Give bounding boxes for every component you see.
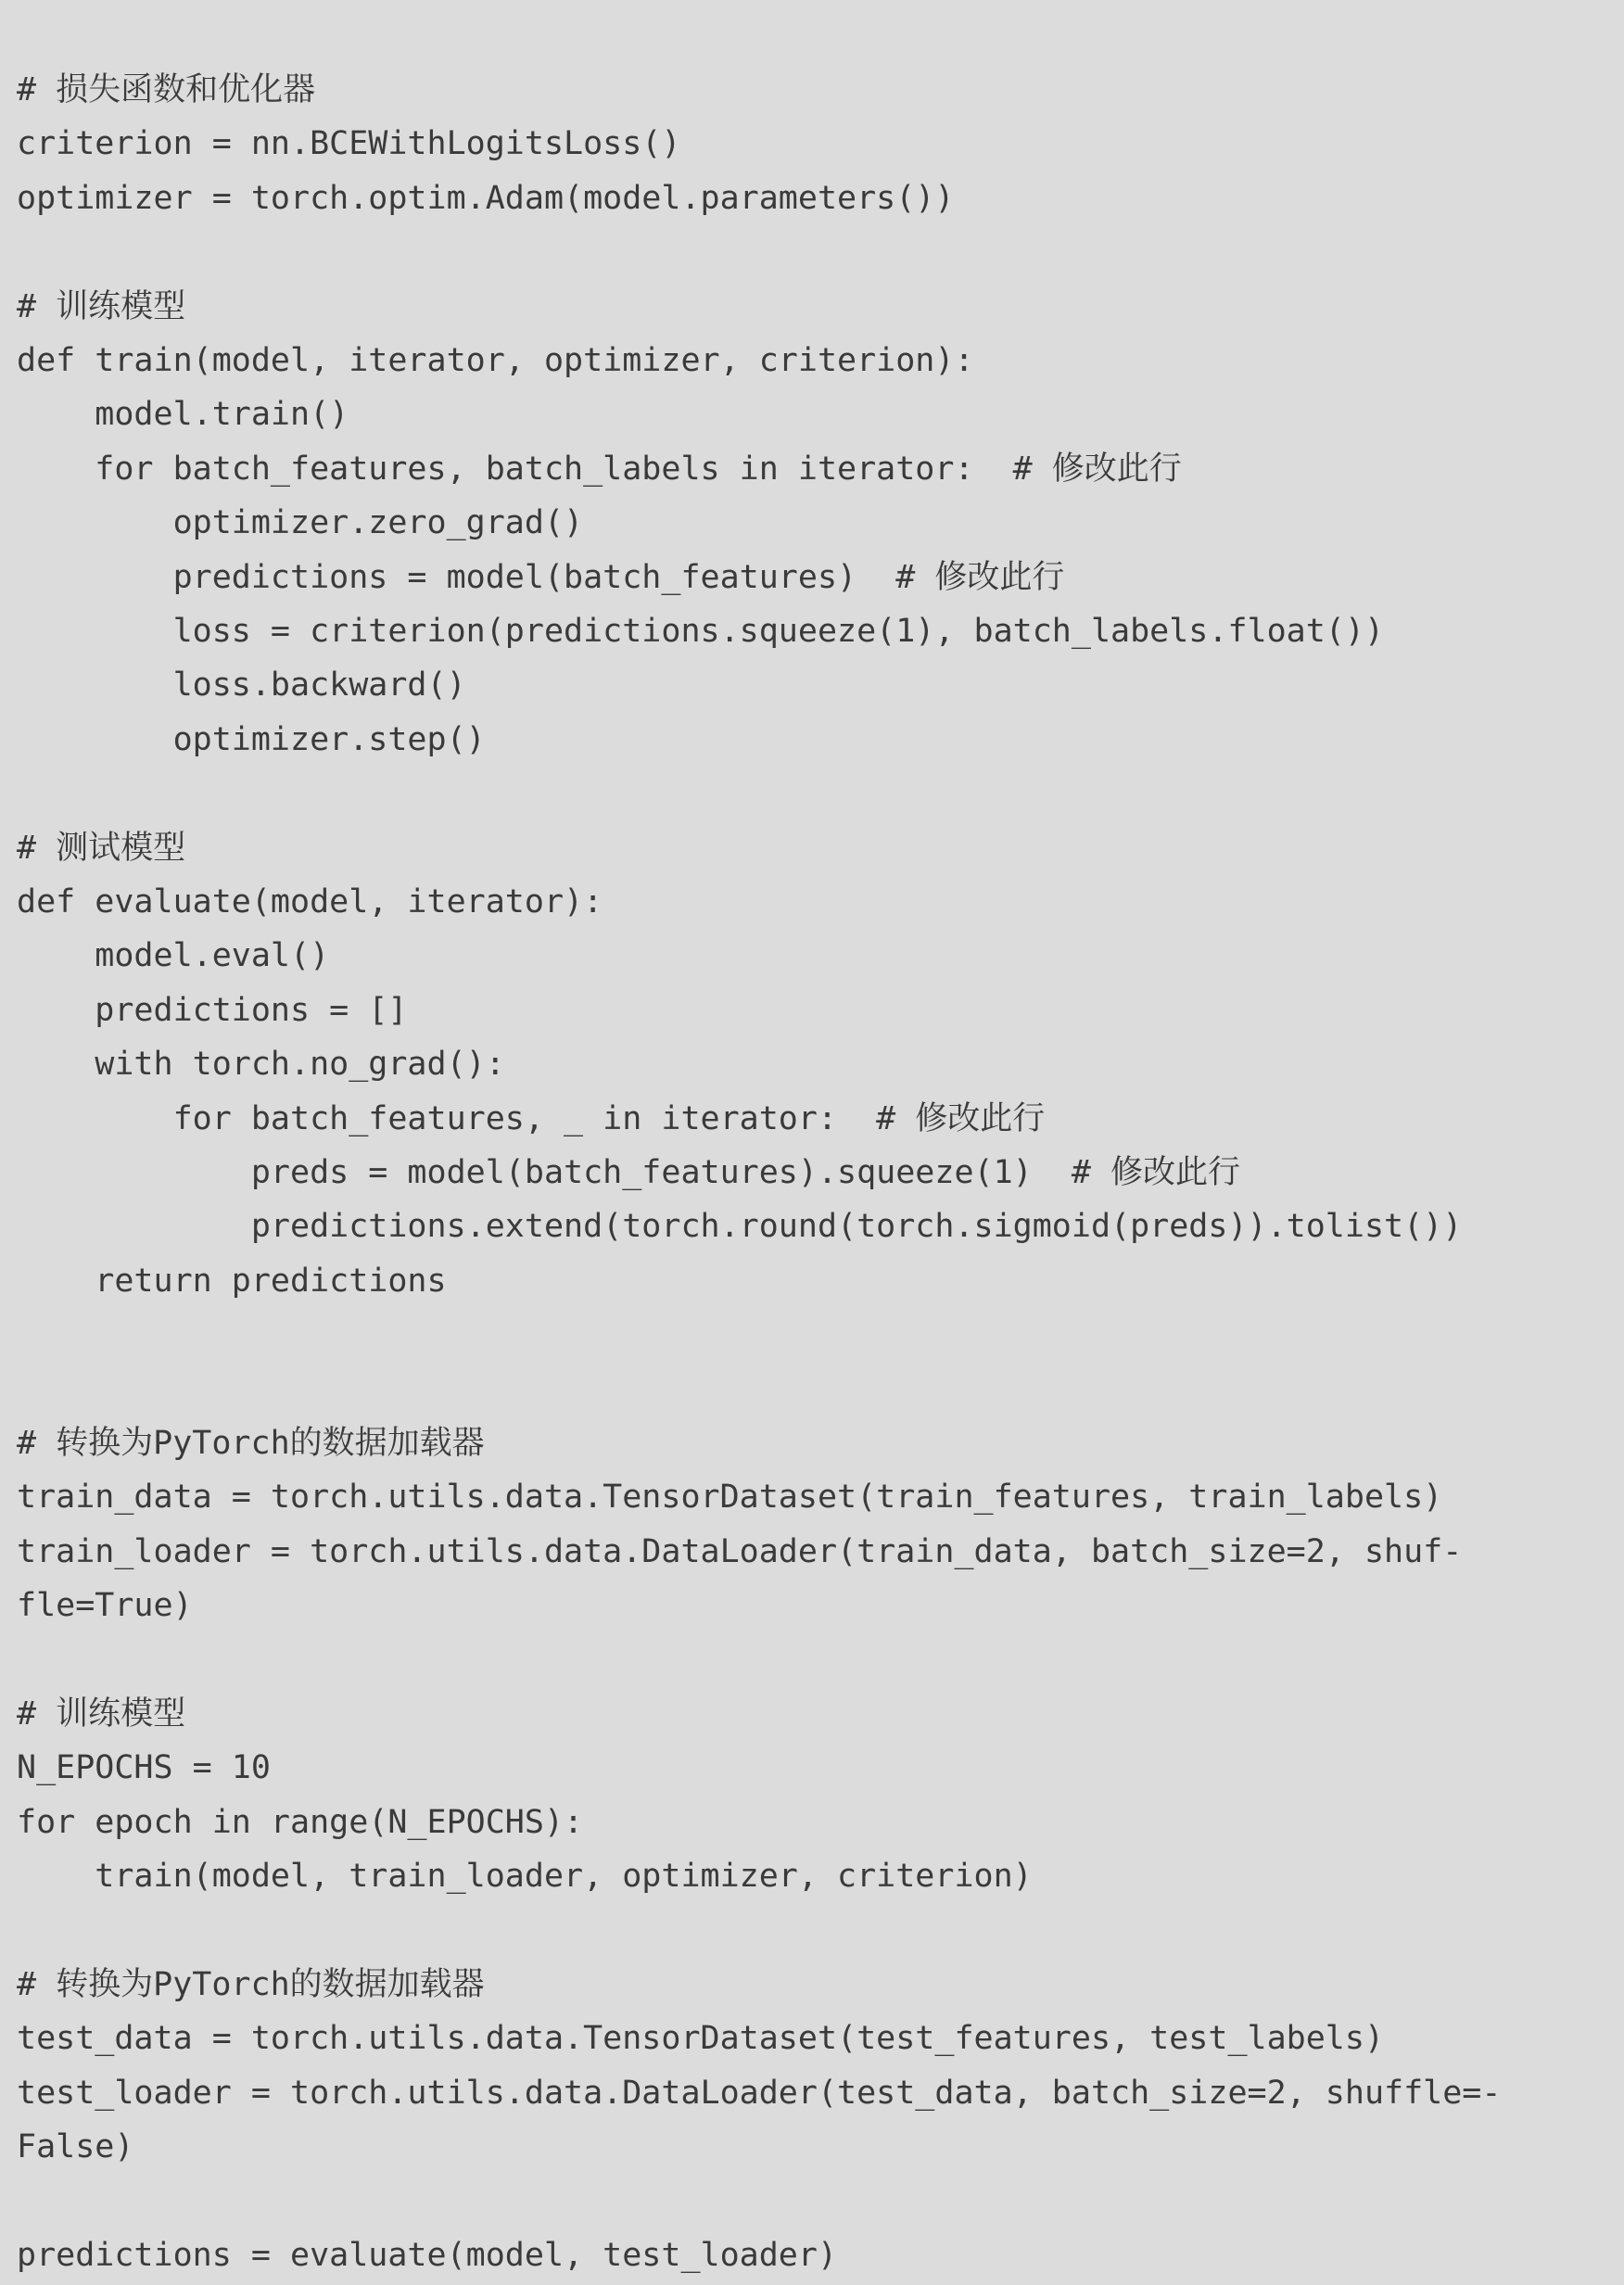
code-line: predictions = model(batch_features) # 修改此行 xyxy=(17,558,1065,596)
code-line: N_EPOCHS = 10 xyxy=(17,1749,271,1787)
code-line: def train(model, iterator, optimizer, criterion): xyxy=(17,342,974,379)
code-line: predictions = evaluate(model, test_loader) xyxy=(17,2237,838,2274)
code-line: optimizer = torch.optim.Adam(model.parameters()) xyxy=(17,179,955,217)
code-line: # 测试模型 xyxy=(17,829,186,867)
code-line: predictions.extend(torch.round(torch.sigmoid(preds)).tolist()) xyxy=(17,1208,1463,1246)
code-line: fle=True) xyxy=(17,1587,193,1625)
code-line: # 转换为PyTorch的数据加载器 xyxy=(17,1425,485,1462)
code-line: for epoch in range(N_EPOCHS): xyxy=(17,1803,584,1841)
code-line: False) xyxy=(17,2128,134,2166)
code-line: loss = criterion(predictions.squeeze(1), batch_labels.float()) xyxy=(17,613,1385,650)
code-line: model.eval() xyxy=(17,937,330,975)
code-line: test_data = torch.utils.data.TensorDataset(test_features, test_labels) xyxy=(17,2020,1385,2058)
code-line: criterion = nn.BCEWithLogitsLoss() xyxy=(17,125,681,163)
code-line: # 训练模型 xyxy=(17,1695,186,1733)
code-line: def evaluate(model, iterator): xyxy=(17,883,603,920)
code-line: test_loader = torch.utils.data.DataLoader(test_data, batch_size=2, shuffle=- xyxy=(17,2074,1502,2112)
code-line: # 训练模型 xyxy=(17,287,186,325)
code-line: train_loader = torch.utils.data.DataLoader(train_data, batch_size=2, shuf- xyxy=(17,1532,1463,1570)
code-line: train(model, train_loader, optimizer, criterion) xyxy=(17,1858,1033,1896)
code-line: # 损失函数和优化器 xyxy=(17,71,316,108)
code-line: return predictions xyxy=(17,1262,447,1300)
code-line: optimizer.zero_grad() xyxy=(17,504,584,542)
code-line: model.train() xyxy=(17,396,349,434)
code-line: predictions = [] xyxy=(17,991,408,1029)
code-line: train_data = torch.utils.data.TensorDataset(train_features, train_labels) xyxy=(17,1479,1443,1517)
code-line: loss.backward() xyxy=(17,666,466,705)
code-line: # 转换为PyTorch的数据加载器 xyxy=(17,1966,485,2003)
code-line: for batch_features, _ in iterator: # 修改此行 xyxy=(17,1099,1046,1137)
code-line: with torch.no_grad(): xyxy=(17,1046,505,1084)
code-line: optimizer.step() xyxy=(17,720,486,758)
code-line: preds = model(batch_features).squeeze(1) # 修改此行 xyxy=(17,1154,1241,1191)
code-line: for batch_features, batch_labels in iterator: # 修改此行 xyxy=(17,450,1182,488)
